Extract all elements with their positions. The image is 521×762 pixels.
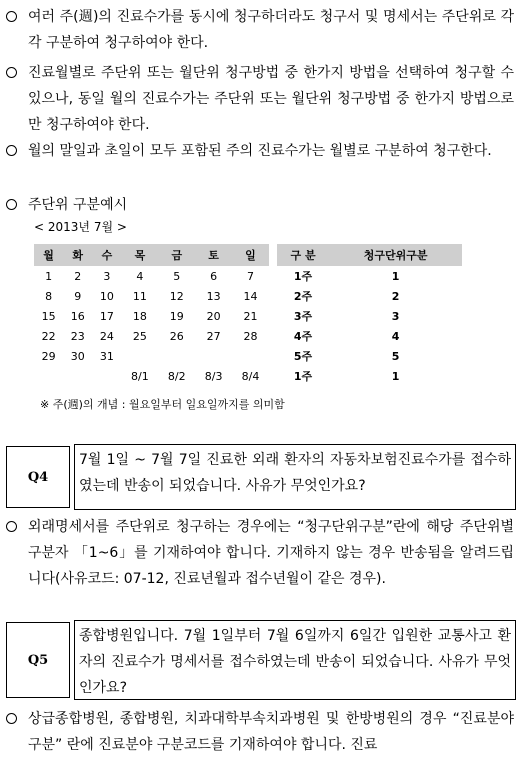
circle-bullet-icon [6,706,20,733]
day-cell: 8 [45,289,53,303]
circle-bullet-icon [6,4,20,31]
day-cell: 21 [243,309,258,323]
unit-cell: 1 [391,269,400,283]
day-cell: 13 [206,289,221,303]
day-cell: 18 [132,309,147,323]
day-cell: 3 [103,269,111,283]
day-cell: 1 [45,269,53,283]
header-mon: 월 [34,244,63,266]
header-fri: 금 [158,244,195,266]
bullet-paragraph-2 [6,60,514,138]
gap-cell [269,326,277,346]
circle-bullet-icon [6,514,20,541]
week-calendar-table [34,244,462,386]
day-cell: 24 [99,329,114,343]
day-cell: 19 [169,309,184,323]
paragraph-text: 월의 말일과 초일이 모두 포함된 주의 진료수가는 월별로 구분하여 청구한다. [28,143,492,159]
day-cell: 6 [210,269,218,283]
calendar-header-row [34,244,462,266]
header-sun: 일 [232,244,269,266]
day-cell: 26 [169,329,184,343]
q5-label: Q5 [6,622,70,698]
circle-bullet-icon [6,192,20,219]
gap-cell [269,306,277,326]
day-cell: 5 [173,269,181,283]
day-cell: 31 [99,349,114,363]
day-cell: 27 [206,329,221,343]
day-cell: 2 [74,269,82,283]
day-cell: 23 [70,329,85,343]
day-cell: 17 [99,309,114,323]
table-row [34,306,462,326]
unit-cell: 2 [391,289,400,303]
week-cell: 1주 [293,370,313,383]
week-cell: 2주 [293,290,313,303]
q5-answer [6,706,514,758]
day-cell [232,346,269,366]
week-cell: 1주 [293,270,313,283]
day-cell [34,366,63,386]
table-row [34,326,462,346]
calendar-month-label: < 2013년 7월 > [34,220,127,234]
q5-question: 종합병원입니다. 7월 1일부터 7월 6일까지 6일간 입원한 교통사고 환자의 진료수가 명세서를 접수하였는데 반송이 되었습니다. 사유가 무엇인가요? [74,620,516,700]
header-week: 구 분 [277,244,329,266]
bullet-paragraph-3 [6,138,514,164]
header-thu: 목 [121,244,158,266]
unit-cell: 1 [391,369,400,383]
q4-label: Q4 [6,446,70,508]
day-cell: 8/3 [204,369,223,383]
day-cell: 8/2 [167,369,186,383]
bullet-paragraph-4 [6,192,514,218]
table-row [34,266,462,286]
table-row [34,346,462,366]
paragraph-text: 주단위 구분예시 [28,197,128,213]
day-cell: 14 [243,289,258,303]
day-cell [158,346,195,366]
header-sat: 토 [195,244,232,266]
day-cell: 29 [41,349,56,363]
bullet-paragraph-1 [6,4,514,56]
day-cell: 15 [41,309,56,323]
unit-cell: 5 [391,349,400,363]
day-cell: 20 [206,309,221,323]
week-cell: 4주 [293,330,313,343]
header-wed: 수 [92,244,121,266]
paragraph-text: 여러 주(週)의 진료수가를 동시에 청구하더라도 청구서 및 명세서는 주단위로 각각 구분하여 청구하여야 한다. [28,9,514,51]
day-cell: 22 [41,329,56,343]
gap-cell [269,286,277,306]
day-cell: 28 [243,329,258,343]
table-row [34,286,462,306]
gap-cell [269,266,277,286]
day-cell: 8/1 [131,369,149,383]
week-cell: 3주 [293,310,313,323]
day-cell: 7 [246,269,254,283]
header-unit: 청구단위구분 [329,244,462,266]
day-cell: 9 [74,289,82,303]
day-cell: 11 [132,289,147,303]
q4-answer [6,514,514,592]
answer-text: 외래명세서를 주단위로 청구하는 경우에는 “청구단위구분”란에 해당 주단위별 구분자 「1~6」를 기재하여야 합니다. 기재하지 않는 경우 반송됨을 알려드립니다(사유코드: 07-12, 진료년월과 접수년월이 같은 경우). [28,519,514,587]
week-cell: 5주 [293,350,313,363]
paragraph-text: 진료월별로 주단위 또는 월단위 청구방법 중 한가지 방법을 선택하여 청구할 수 있으나, 동일 월의 진료수가는 주단위 또는 월단위 청구방법 중 한가지 방법으로만 청구하여야 한다. [28,65,514,133]
circle-bullet-icon [6,138,20,165]
answer-text: 상급종합병원, 종합병원, 치과대학부속치과병원 및 한방병원의 경우 “진료분야구분” 란에 진료분야 구분코드를 기재하여야 합니다. 진료 [28,711,514,753]
day-cell: 16 [70,309,85,323]
gap-cell [269,346,277,366]
day-cell: 8/4 [241,369,260,383]
day-cell [63,366,92,386]
header-gap [269,244,277,266]
unit-cell: 3 [391,309,400,323]
day-cell: 25 [132,329,147,343]
q4-question: 7월 1일 ~ 7월 7일 진료한 외래 환자의 자동차보험진료수가를 접수하였는데 반송이 되었습니다. 사유가 무엇인가요? [74,444,516,510]
day-cell: 30 [70,349,85,363]
day-cell: 4 [136,269,144,283]
day-cell: 10 [99,289,114,303]
day-cell [92,366,121,386]
day-cell: 12 [169,289,184,303]
week-definition-note: ※ 주(週)의 개념 : 월요일부터 일요일까지를 의미함 [40,398,285,411]
circle-bullet-icon [6,60,20,87]
gap-cell [269,366,277,386]
day-cell [195,346,232,366]
header-tue: 화 [63,244,92,266]
day-cell [121,346,158,366]
unit-cell: 4 [391,329,400,343]
table-row [34,366,462,386]
